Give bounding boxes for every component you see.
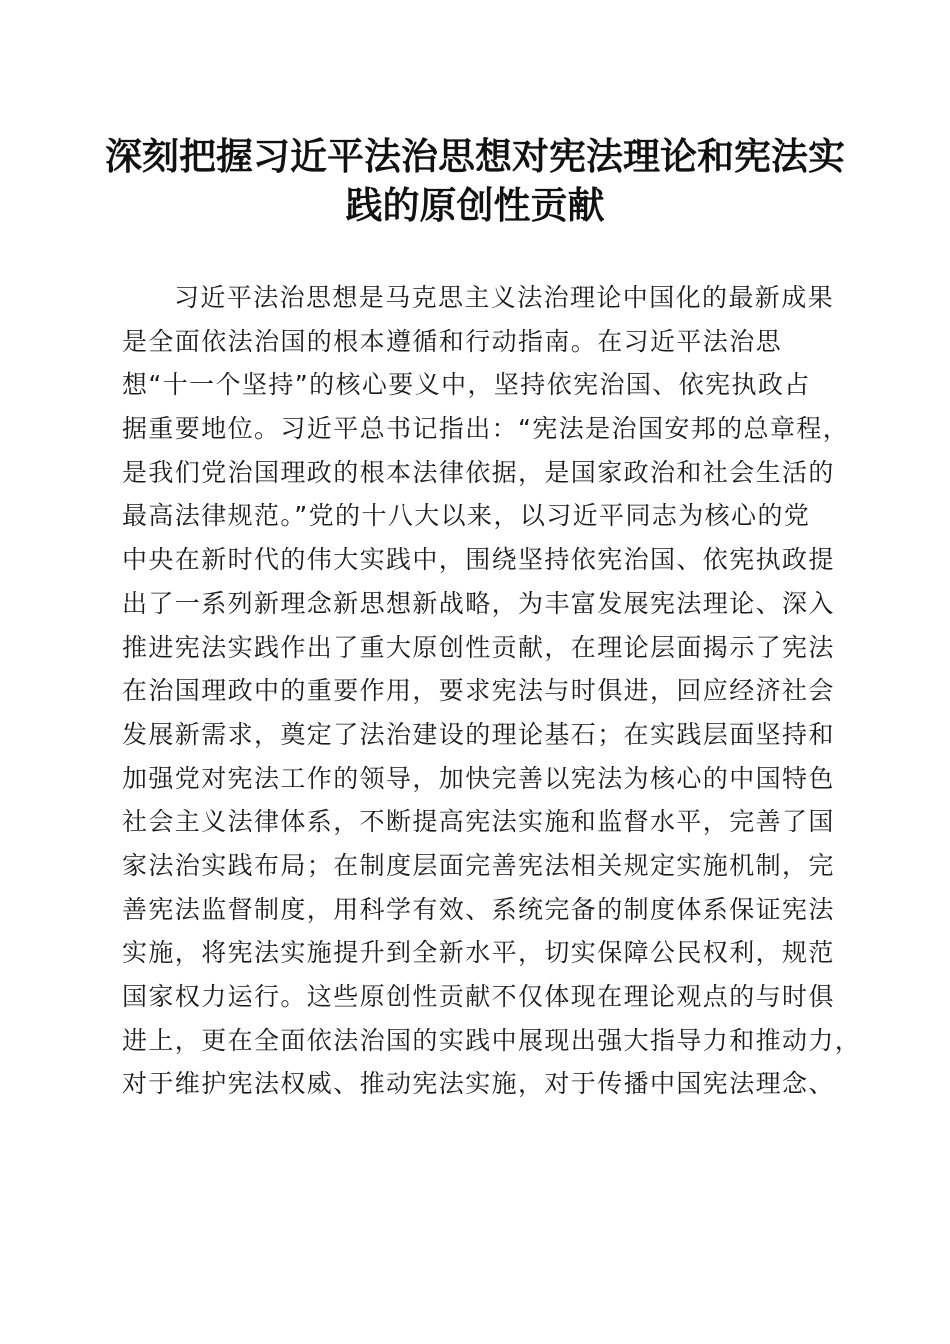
paragraph-line: 发展新需求，奠定了法治建设的理论基石；在实践层面坚持和 — [122, 719, 835, 749]
paragraph-line: 推进宪法实践作出了重大原创性贡献，在理论层面揭示了宪法 — [122, 632, 835, 662]
paragraph-line: 国家权力运行。这些原创性贡献不仅体现在理论观点的与时俱 — [122, 982, 835, 1011]
paragraph-line: 是全面依法治国的根本遵循和行动指南。在习近平法治思 — [122, 326, 783, 356]
paragraph-line: 习近平法治思想是马克思主义法治理论中国化的最新成果 — [174, 283, 835, 312]
title-line-2: 践的原创性贡献 — [345, 183, 605, 227]
paragraph-line: 对于维护宪法权威、推动宪法实施，对于传播中国宪法理念、 — [122, 1069, 835, 1099]
paragraph-line: 在治国理政中的重要作用，要求宪法与时俱进，回应经济社会 — [122, 676, 835, 706]
body-paragraph — [122, 276, 862, 1106]
paragraph-line: 最高法律规范。”党的十八大以来，以习近平同志为核心的党 — [122, 501, 811, 531]
paragraph-line: 实施，将宪法实施提升到全新水平，切实保障公民权利，规范 — [122, 938, 835, 968]
paragraph-line: 进上，更在全面依法治国的实践中展现出强大指导力和推动力， — [122, 1025, 862, 1055]
paragraph-line: 加强党对宪法工作的领导，加快完善以宪法为核心的中国特色 — [122, 763, 835, 793]
paragraph-line: 社会主义法律体系，不断提高宪法实施和监督水平，完善了国 — [122, 807, 835, 837]
paragraph-line: 家法治实践布局；在制度层面完善宪法相关规定实施机制，完 — [122, 850, 835, 880]
document-title — [100, 132, 850, 230]
title-line-1: 深刻把握习近平法治思想对宪法理论和宪法实 — [105, 134, 845, 178]
paragraph-line: 想“十一个坚持”的核心要义中，坚持依宪治国、依宪执政占 — [122, 370, 811, 400]
paragraph-line: 善宪法监督制度，用科学有效、系统完备的制度体系保证宪法 — [122, 894, 835, 924]
paragraph-line: 是我们党治国理政的根本法律依据，是国家政治和社会生活的 — [122, 457, 835, 487]
paragraph-line: 据重要地位。习近平总书记指出：“宪法是治国安邦的总章程， — [122, 414, 850, 444]
paragraph-line: 中央在新时代的伟大实践中，围绕坚持依宪治国、依宪执政提 — [122, 545, 835, 575]
paragraph-line: 出了一系列新理念新思想新战略，为丰富发展宪法理论、深入 — [122, 588, 835, 618]
